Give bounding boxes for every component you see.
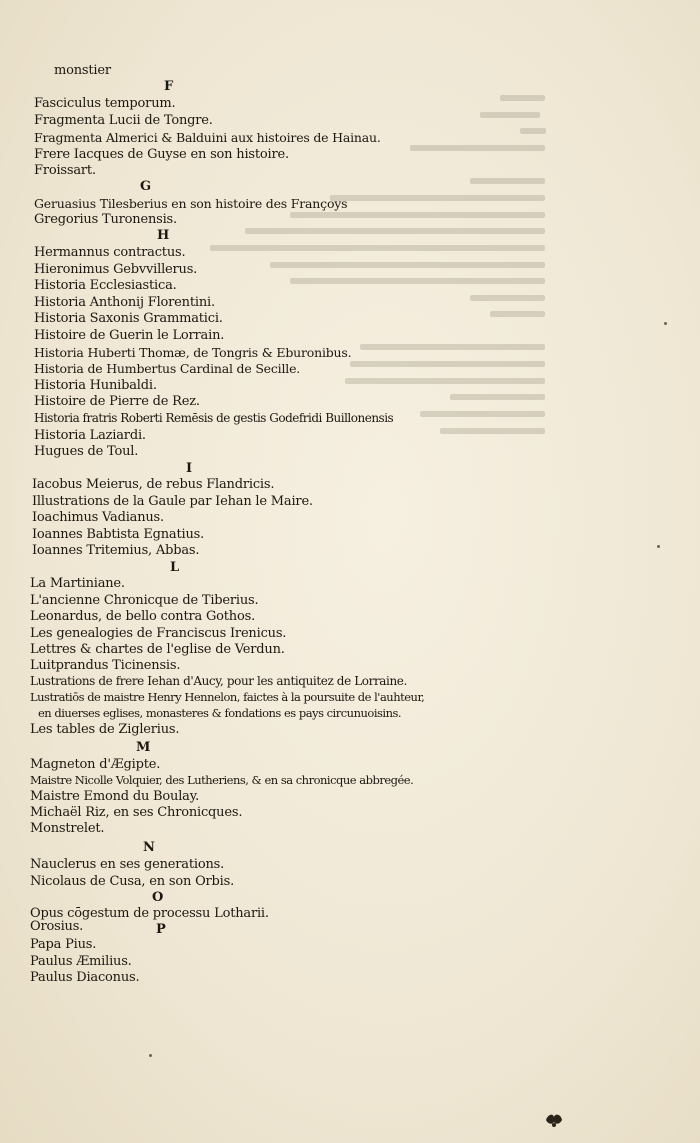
text-line: monstier — [54, 63, 111, 78]
text-line: Ioannes Babtista Egnatius. — [32, 527, 205, 542]
ink-speck — [149, 1054, 152, 1057]
text-line: Orosius. — [30, 919, 84, 934]
text-line: Paulus Diaconus. — [30, 970, 140, 985]
section-letter: M — [136, 740, 151, 755]
text-line: Fragmenta Lucii de Tongre. — [34, 113, 213, 128]
section-letter: F — [164, 79, 174, 94]
text-line: Lustratiōs de maistre Henry Hennelon, faictes à la poursuite de l'auhteur, — [30, 690, 425, 704]
text-line: Historia Hunibaldi. — [34, 378, 157, 393]
text-line: Gregorius Turonensis. — [34, 212, 177, 227]
text-line: Les genealogies de Franciscus Irenicus. — [30, 626, 287, 641]
text-line: Histoire de Pierre de Rez. — [34, 394, 200, 409]
text-line: Hugues de Toul. — [34, 444, 139, 459]
text-line: Ioachimus Vadianus. — [32, 510, 164, 525]
section-letter: O — [152, 890, 164, 905]
section-letter: I — [186, 461, 193, 476]
section-letter: P — [156, 922, 166, 937]
section-letter: N — [143, 840, 155, 855]
text-line: Papa Pius. — [30, 937, 97, 952]
text-line: Iacobus Meierus, de rebus Flandricis. — [32, 477, 275, 492]
text-line: Historia de Humbertus Cardinal de Secille. — [34, 361, 301, 376]
text-line: Histoire de Guerin le Lorrain. — [34, 328, 225, 343]
text-line: Frere Iacques de Guyse en son histoire. — [34, 147, 289, 162]
ink-speck — [664, 322, 667, 325]
text-line: Opus cōgestum de processu Lotharii. — [30, 906, 269, 921]
text-line: Luitprandus Ticinensis. — [30, 658, 181, 673]
text-line: Paulus Æmilius. — [30, 954, 132, 969]
text-line: Maistre Nicolle Volquier, des Lutheriens, & en sa chronicque abbregée. — [30, 773, 414, 787]
text-line: en diuerses eglises, monasteres & fondations es pays circunuoisins. — [38, 706, 402, 720]
text-line: Maistre Emond du Boulay. — [30, 789, 200, 804]
text-line: Lustrations de frere Iehan d'Aucy, pour les antiquitez de Lorraine. — [30, 674, 407, 688]
text-line: Fasciculus temporum. — [34, 96, 176, 111]
text-line: Nauclerus en ses generations. — [30, 857, 225, 872]
text-line: Michaël Riz, en ses Chronicques. — [30, 805, 243, 820]
text-line: Illustrations de la Gaule par Iehan le Maire. — [32, 494, 313, 509]
text-line: Lettres & chartes de l'eglise de Verdun. — [30, 642, 285, 657]
text-line: Hermannus contractus. — [34, 245, 186, 260]
text-line: Historia fratris Roberti Remēsis de gestis Godefridi Buillonensis — [34, 411, 394, 425]
text-line: Magneton d'Ægipte. — [30, 757, 161, 772]
text-line: Nicolaus de Cusa, en son Orbis. — [30, 874, 235, 889]
printers-ornament-icon — [544, 1112, 564, 1128]
text-line: Froissart. — [34, 163, 96, 178]
text-line: Monstrelet. — [30, 821, 105, 836]
text-line: L'ancienne Chronicque de Tiberius. — [30, 593, 259, 608]
text-line: Historia Ecclesiastica. — [34, 278, 177, 293]
text-line: Fragmenta Almerici & Balduini aux histoires de Hainau. — [34, 130, 381, 145]
ink-speck — [657, 545, 660, 548]
text-line: Leonardus, de bello contra Gothos. — [30, 609, 255, 624]
section-letter: G — [140, 179, 152, 194]
text-line: Hieronimus Gebvvillerus. — [34, 262, 198, 277]
text-line: Historia Huberti Thomæ, de Tongris & Eburonibus. — [34, 345, 352, 360]
text-line: Les tables de Ziglerius. — [30, 722, 180, 737]
text-line: Geruasius Tilesberius en son histoire des Françoys — [34, 196, 348, 211]
text-line: Historia Saxonis Grammatici. — [34, 311, 223, 326]
text-line: Historia Anthonij Florentini. — [34, 295, 215, 310]
section-letter: L — [170, 560, 180, 575]
text-line: Historia Laziardi. — [34, 428, 146, 443]
text-line: La Martiniane. — [30, 576, 125, 591]
section-letter: H — [157, 228, 170, 243]
text-line: Ioannes Tritemius, Abbas. — [32, 543, 200, 558]
